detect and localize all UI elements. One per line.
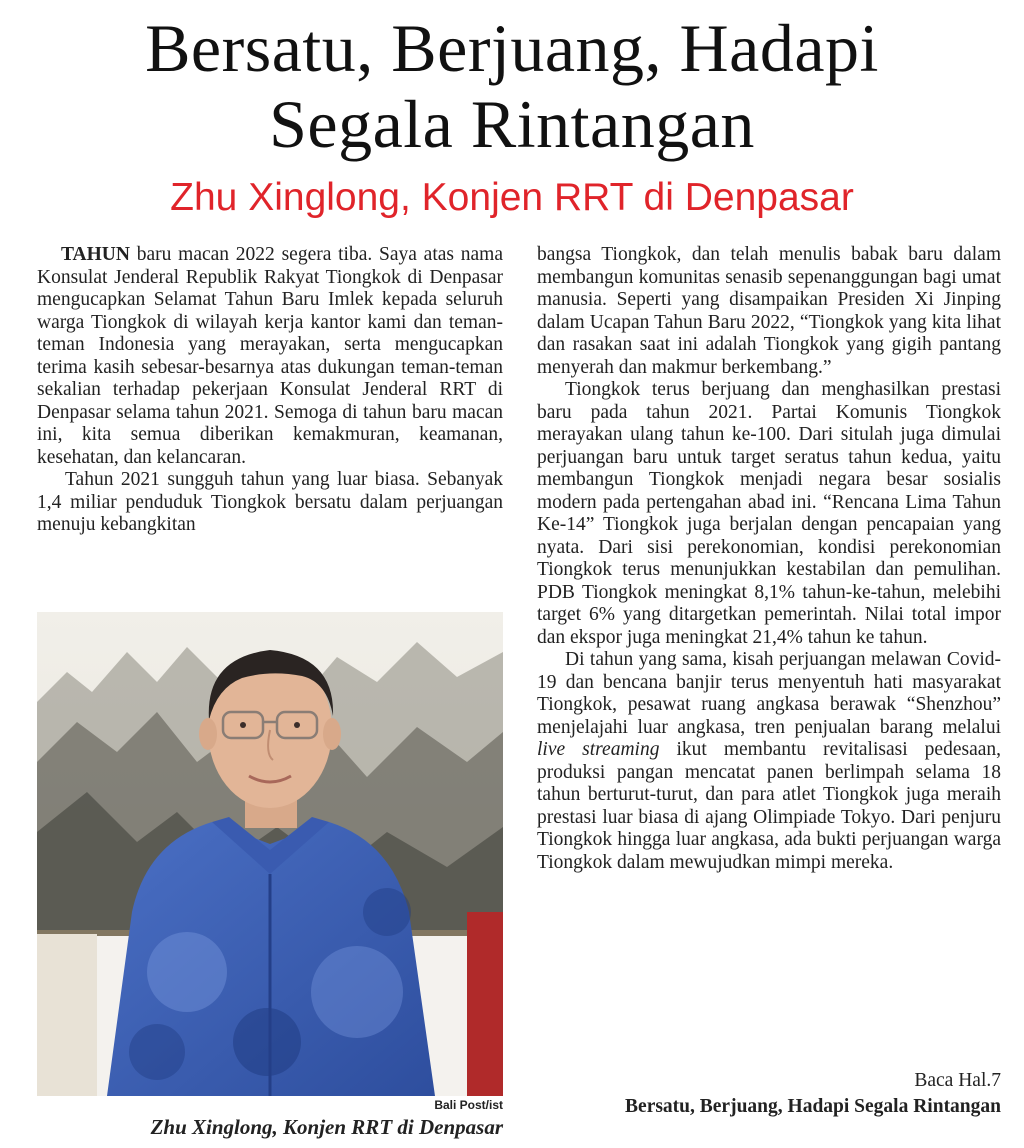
article-paragraph: bangsa Tiongkok, dan telah menulis babak baru dalam membangun komunitas senasib sepenanggungan bagi umat manusia. Seperti yang disampaikan Presiden Xi Jinping dalam Ucapan Tahun Baru 2022, “Tiongkok yang kita lihat dan rasakan saat ini adalah Tiongkok yang gigih pantang menyerah dan makmur berkembang.” — [537, 244, 1001, 378]
paragraph-text: Di tahun yang sama, kisah perjuangan melawan Covid-19 dan bencana banjir terus menyentuh hati masyarakat Tiongkok, pesawat ruang angkasa berawak “Shenzhou” menjelajahi luar angkasa, tren penjualan barang melalui — [537, 649, 1001, 738]
article-paragraph — [537, 649, 1001, 874]
article-paragraph — [37, 244, 503, 469]
continuation-label[interactable]: Baca Hal.7 — [914, 1070, 1001, 1091]
photo-caption: Zhu Xinglong, Konjen RRT di Denpasar — [150, 1115, 503, 1139]
article-column-left — [37, 244, 503, 537]
lead-word: TAHUN — [61, 244, 130, 265]
headline — [0, 10, 1024, 162]
article-paragraph: Tahun 2021 sungguh tahun yang luar biasa. Sebanyak 1,4 miliar penduduk Tiongkok bersatu dalam perjuangan menuju kebangkitan — [37, 469, 503, 535]
subheadline: Zhu Xinglong, Konjen RRT di Denpasar — [170, 176, 854, 219]
article-column-right — [537, 244, 1001, 874]
paragraph-text: baru macan 2022 segera tiba. Saya atas nama Konsulat Jenderal Republik Rakyat Tiongkok di Denpasar mengucapkan Selamat Tahun Baru Imlek kepada seluruh warga Tiongkok di wilayah kerja kantor kami dan teman-teman Indonesia yang merayakan, serta mengucapkan terima kasih sebesar-besarnya atas dukungan teman-teman sekalian terhadap pekerjaan Konsulat Jenderal RRT di Denpasar selama tahun 2021. Semoga di tahun baru macan ini, kita semua diberikan kemakmuran, keamanan, kesehatan, dan kelancaran. — [37, 244, 503, 468]
photo-credit: Bali Post/ist — [434, 1098, 503, 1112]
continuation-title: Bersatu, Berjuang, Hadapi Segala Rintangan — [625, 1096, 1001, 1117]
article-paragraph: Tiongkok terus berjuang dan menghasilkan prestasi baru pada tahun 2021. Partai Komunis Tiongkok merayakan ulang tahun ke-100. Dari situlah juga dimulai perjuangan baru untuk target seratus tahun kedua, yaitu membangun Tiongkok menjadi negara besar sosialis modern pada pertengahan abad ini. “Rencana Lima Tahun Ke-14” Tiongkok juga berjalan dengan pencapaian yang nyata. Dari sisi perekonomian, kondisi perekonomian Tiongkok terus menunjukkan kestabilan dan pemulihan. PDB Tiongkok meningkat 8,1% tahun-ke-tahun, melebihi target 6% yang ditargetkan pemerintah. Nilai total impor dan ekspor juga meningkat 21,4% tahun ke tahun. — [537, 379, 1001, 648]
italic-phrase: live streaming — [537, 739, 660, 760]
portrait-photo — [37, 612, 503, 1096]
portrait-illustration — [37, 612, 503, 1096]
paragraph-text: ikut membantu revitalisasi pedesaan, produksi pangan mencatat panen berlimpah selama 18 tahun berturut-turut, dan para atlet Tiongkok juga meraih prestasi luar biasa di ajang Olimpiade Tokyo. Dari penjuru Tiongkok hingga luar angkasa, ada bukti perjuangan warga Tiongkok dalam mewujudkan mimpi mereka. — [537, 739, 1001, 873]
headline-line-2: Segala Rintangan — [269, 86, 755, 162]
headline-line-1: Bersatu, Berjuang, Hadapi — [145, 10, 879, 86]
